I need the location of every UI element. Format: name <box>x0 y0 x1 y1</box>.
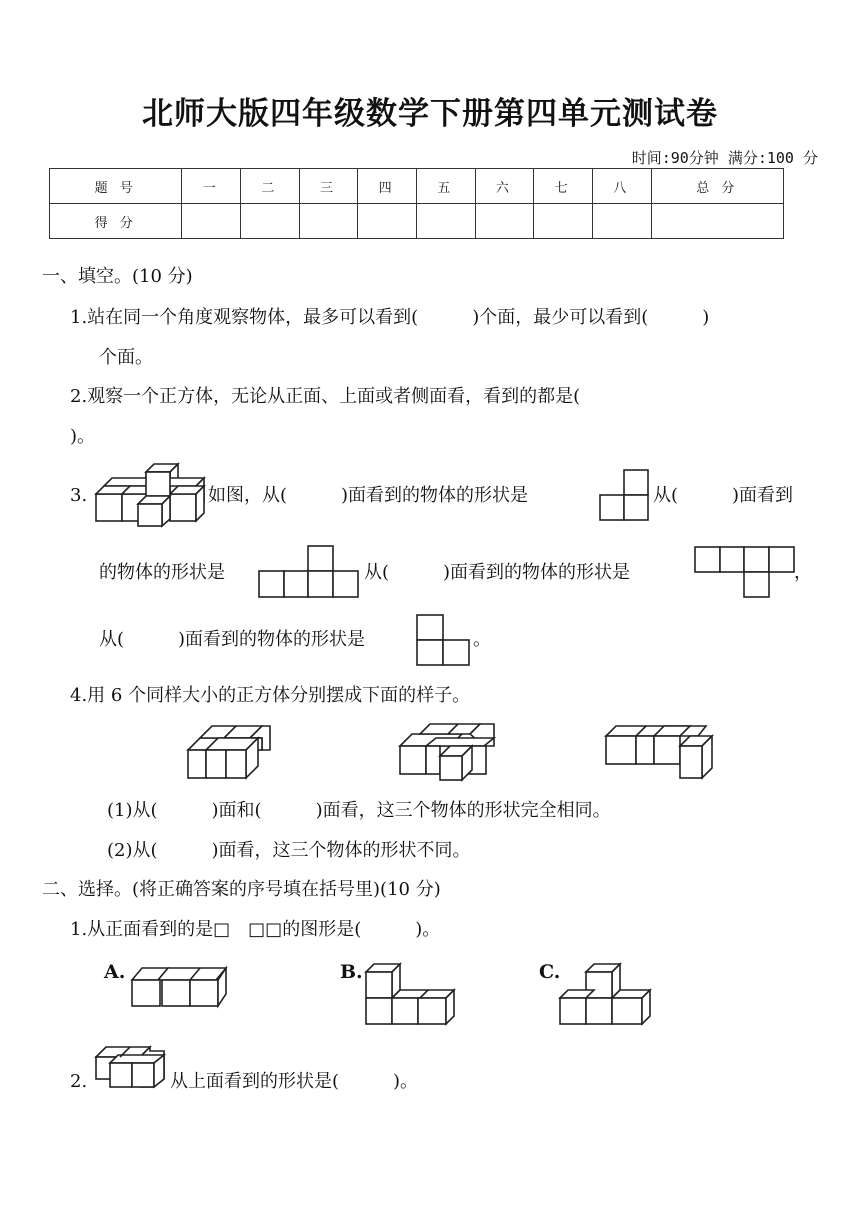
score-header-cell: 七 <box>534 169 593 204</box>
s1-q3-part-d: 从( )面看到的物体的形状是 <box>364 562 631 583</box>
q3-view-shape-1 <box>598 470 650 522</box>
score-cell[interactable] <box>592 204 651 239</box>
q3-view-shape-2 <box>258 545 362 599</box>
option-b-figure <box>364 962 458 1026</box>
s1-q4-text: 4.用 6 个同样大小的正方体分别摆成下面的样子。 <box>70 685 471 706</box>
q4-solid-figure-1 <box>188 724 272 780</box>
section1-heading: 一、填空。(10 分) <box>42 266 193 287</box>
score-header-cell: 五 <box>416 169 475 204</box>
s1-q4-sub2: (2)从( )面看，这三个物体的形状不同。 <box>107 840 471 861</box>
s2-q2-number: 2. <box>70 1071 88 1092</box>
s2-q1-text: 1.从正面看到的是□ □□的图形是( )。 <box>70 919 441 940</box>
s1-q2-text: 2.观察一个正方体，无论从正面、上面或者侧面看，看到的都是( <box>70 386 581 407</box>
option-c-label: C. <box>539 961 561 983</box>
s1-q4-sub1: (1)从( )面和( )面看，这三个物体的形状完全相同。 <box>107 800 611 821</box>
score-header-cell: 六 <box>475 169 534 204</box>
option-a-label: A. <box>104 961 126 983</box>
score-header-cell: 二 <box>240 169 299 204</box>
score-table-header-row <box>50 169 784 204</box>
s2-q2-solid-figure <box>94 1043 168 1089</box>
s1-q3-part-a: 如图，从( )面看到的物体的形状是 <box>208 485 529 506</box>
score-cell[interactable] <box>475 204 534 239</box>
score-header-cell: 八 <box>592 169 651 204</box>
score-cell[interactable] <box>182 204 241 239</box>
s1-q3-number: 3. <box>70 485 88 506</box>
q3-solid-figure <box>96 464 206 526</box>
s1-q3-part-c: 的物体的形状是 <box>99 562 225 583</box>
score-table <box>49 168 784 239</box>
section2-heading: 二、选择。(将正确答案的序号填在括号里)(10 分) <box>42 879 441 900</box>
option-b-label: B. <box>340 961 363 983</box>
score-header-cell: 四 <box>358 169 417 204</box>
score-header-cell: 一 <box>182 169 241 204</box>
score-header-cell: 题 号 <box>50 169 182 204</box>
exam-meta: 时间:90分钟 满分:100 分 <box>631 149 818 167</box>
s1-q1-text: 1.站在同一个角度观察物体，最多可以看到( )个面，最少可以看到( ) <box>70 307 710 328</box>
score-cell[interactable] <box>651 204 783 239</box>
s1-q3-end: 。 <box>473 629 491 650</box>
score-cell[interactable] <box>299 204 358 239</box>
s1-q3-part-f: 从( )面看到的物体的形状是 <box>99 629 366 650</box>
score-cell[interactable] <box>416 204 475 239</box>
score-header-cell: 总 分 <box>651 169 783 204</box>
s1-q3-comma: ， <box>794 562 812 583</box>
score-cell[interactable] <box>534 204 593 239</box>
score-row-label: 得 分 <box>50 204 182 239</box>
score-cell[interactable] <box>358 204 417 239</box>
s1-q3-part-b: 从( )面看到 <box>653 485 794 506</box>
s1-q1-text-cont: 个面。 <box>99 347 153 368</box>
q3-view-shape-3 <box>694 546 796 598</box>
s2-q2-text: 从上面看到的形状是( )。 <box>170 1071 419 1092</box>
q3-view-shape-4 <box>415 614 471 666</box>
option-c-figure <box>558 962 654 1026</box>
option-a-figure <box>130 964 230 1008</box>
s1-q2-text-cont: )。 <box>70 426 96 447</box>
score-cell[interactable] <box>240 204 299 239</box>
page-title: 北师大版四年级数学下册第四单元测试卷 <box>142 96 718 132</box>
q4-solid-figure-3 <box>606 722 714 782</box>
q4-solid-figure-2 <box>400 724 496 782</box>
score-table-score-row <box>50 204 784 239</box>
score-header-cell: 三 <box>299 169 358 204</box>
